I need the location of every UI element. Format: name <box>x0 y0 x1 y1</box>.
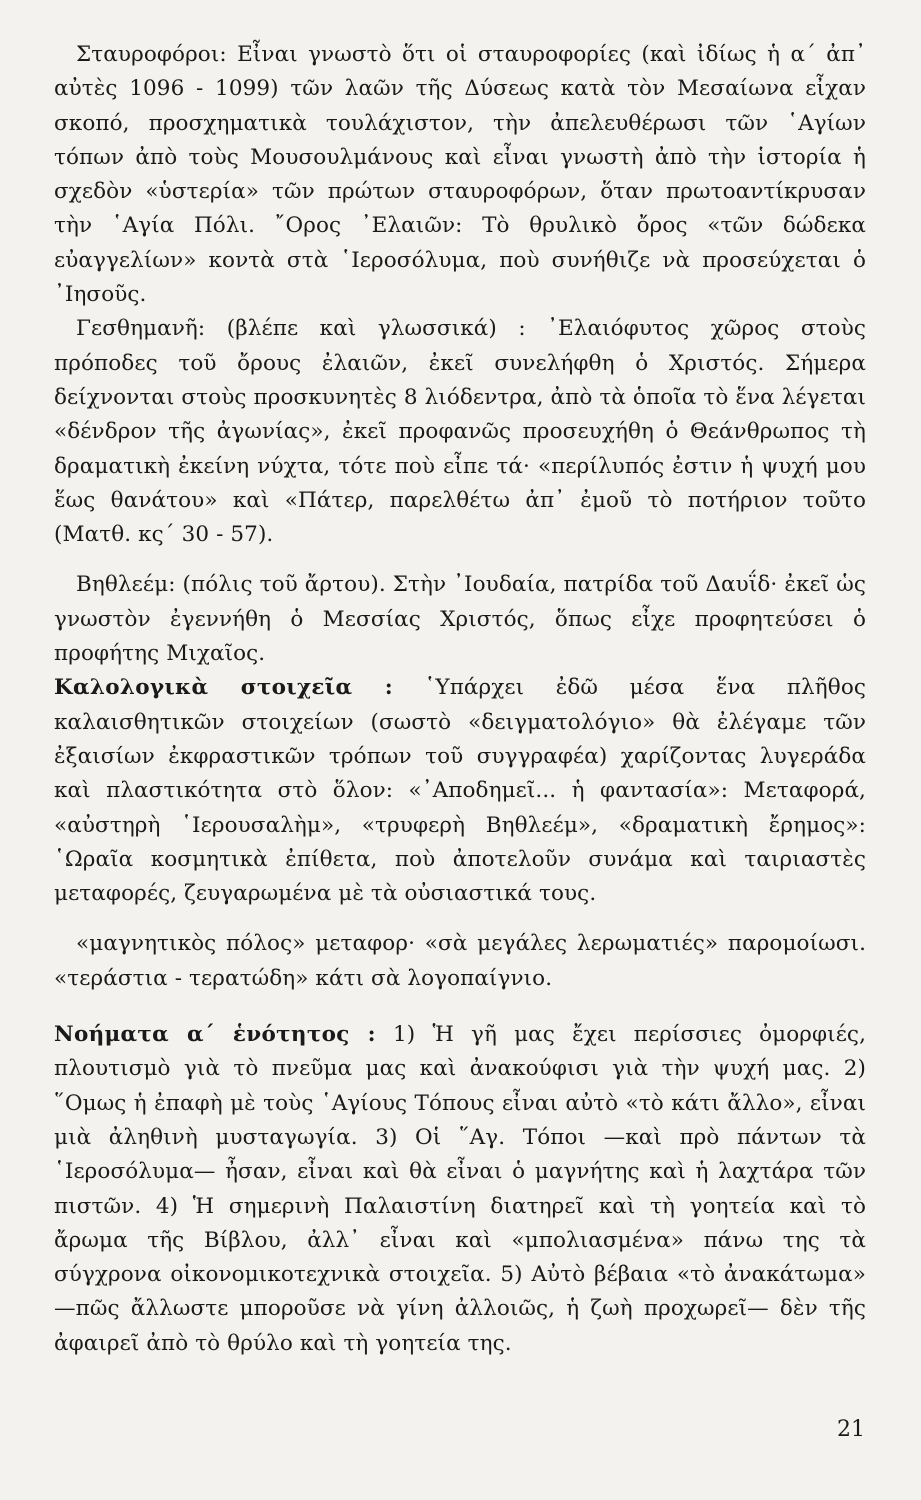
section-kalologika <box>54 671 866 911</box>
page-body <box>54 38 866 1458</box>
entry-body: Εἶναι γνωστὸ ὅτι οἱ σταυροφορίες (καὶ ἰδίως ἡ α΄ ἀπ᾿ αὐτὲς 1096 - 1099) τῶν λαῶν τῆς Δύσεως κατὰ τὸν Μεσαίωνα εἶχαν σκοπό, προσχηματικὰ τουλάχιστον, τὴν ἀπελευθέρωσι τῶν ῾Αγίων τόπων ἀπὸ τοὺς Μουσουλμάνους καὶ εἶναι γνωστὴ ἀπὸ τὴν ἱστορία ἡ σχεδὸν «ὑστερία» τῶν πρώτων σταυροφόρων, ὅταν πρωτοαντίκρυσαν τὴν ῾Αγία Πόλι. <box>54 42 866 239</box>
entry-gethsimani <box>54 312 866 552</box>
section-body: ῾Υπάρχει ἐδῶ μέσα ἕνα πλῆθος καλαισθητικῶν στοιχείων (σωστὸ «δειγματολόγιο» θὰ ἐλέγαμε τῶν ἐξαισίων ἐκφραστικῶν τρόπων τοῦ συγγραφέα) χαρίζοντας λυγεράδα καὶ πλαστικότητα στὸ ὅλον: «᾿Αποδημεῖ... ἡ φαντασία»: Μεταφορά, «αὐστηρὴ ῾Ιερουσαλὴμ», «τρυφερὴ Βηθλεέμ», «δραματικὴ ἔρημος»: ῾Ωραῖα κοσμητικὰ ἐπίθετα, ποὺ ἀποτελοῦν συνάμα καὶ ταιριαστὲς μεταφορές, ζευγαρωμένα μὲ τὰ οὐσιαστικά τους. <box>54 675 866 907</box>
section-heading: Νοήματα α΄ ἑνότητος : <box>54 1022 376 1048</box>
page-number: 21 <box>837 1417 865 1442</box>
section-body: 1) Ἡ γῆ μας ἔχει περίσσιες ὀμορφιές, πλουτισμὸ γιὰ τὸ πνεῦμα μας καὶ ἀνακούφισι γιὰ τὴν ψυχή μας. 2) ῞Ομως ἡ ἐπαφὴ μὲ τοὺς ῾Αγίους Τόπους εἶναι αὐτὸ «τὸ κάτι ἄλλο», εἶναι μιὰ ἀληθινὴ μυσταγωγία. 3) Οἱ ῞Αγ. Τόποι —καὶ πρὸ πάντων τὰ ῾Ιεροσόλυμα— ἦσαν, εἶναι καὶ θὰ εἶναι ὁ μαγνήτης καὶ ἡ λαχτάρα τῶν πιστῶν. 4) Ἡ σημερινὴ Παλαιστίνη διατηρεῖ καὶ τὴ γοητεία καὶ τὸ ἄρωμα τῆς Βίβλου, ἀλλ᾿ εἶναι καὶ «μπολιασμένα» πάνω της τὰ σύγχρονα οἰκονομικοτεχνικὰ στοιχεῖα. 5) Αὐτὸ βέβαια «τὸ ἀνακάτωμα» —πῶς ἄλλωστε μποροῦσε νὰ γίνη ἀλλοιῶς, ἡ ζωὴ προχωρεῖ— δὲν τῆς ἀφαιρεῖ ἀπὸ τὸ θρύλο καὶ τὴ γοητεία της. <box>54 1022 867 1356</box>
entry-body: «μαγνητικὸς πόλος» μεταφορ· «σὰ μεγάλες λερωματιές» παρομοίωσι. «τεράστια - τερατώδη» κάτι σὰ λογοπαίγνιο. <box>54 931 866 991</box>
section-noimata <box>54 1018 866 1361</box>
entry-stavroforoi <box>54 38 866 312</box>
entry-term: ῎Ορος ᾿Ελαιῶν: <box>274 213 463 239</box>
entry-term: Γεσθημανῆ: <box>76 316 206 342</box>
entry-body: (πόλις τοῦ ἄρτου). Στὴν ᾿Ιουδαία, πατρίδα τοῦ Δαυΐδ· ἐκεῖ ὡς γνωστὸν ἐγεννήθη ὁ Μεσσίας Χριστός, ὅπως εἶχε προφητεύσει ὁ προφήτης Μιχαῖος. <box>54 572 866 667</box>
entry-vithleem <box>54 568 866 671</box>
entry-body: (βλέπε καὶ γλωσσικά) : ᾿Ελαιόφυτος χῶρος στοὺς πρόποδες τοῦ ὄρους ἐλαιῶν, ἐκεῖ συνελήφθη ὁ Χριστός. Σήμερα δείχνονται στοὺς προσκυνητὲς 8 λιόδεντρα, ἀπὸ τὰ ὁποῖα τὸ ἕνα λέγεται «δένδρον τῆς ἀγωνίας», ἐκεῖ προφανῶς προσευχήθη ὁ Θεάνθρωπος τὴ δραματικὴ ἐκείνη νύχτα, τότε ποὺ εἶπε τά· «περίλυπός ἐστιν ἡ ψυχή μου ἕως θανάτου» καὶ «Πάτερ, παρελθέτω ἀπ᾿ ἐμοῦ τὸ ποτήριον τοῦτο (Ματθ. κς΄ 30 - 57). <box>54 316 867 548</box>
entry-body: Τὸ θρυλικὸ ὄρος «τῶν δώδεκα εὐαγγελίων» κοντὰ στὰ ῾Ιεροσόλυμα, ποὺ συνήθιζε νὰ προσεύχεται ὁ ᾿Ιησοῦς. <box>54 213 866 308</box>
section-heading: Καλολογικὰ στοιχεῖα : <box>54 675 393 701</box>
entry-term: Σταυροφόροι: <box>76 42 227 67</box>
entry-term: Βηθλεέμ: <box>76 572 176 598</box>
entry-magnitikos <box>54 927 866 996</box>
